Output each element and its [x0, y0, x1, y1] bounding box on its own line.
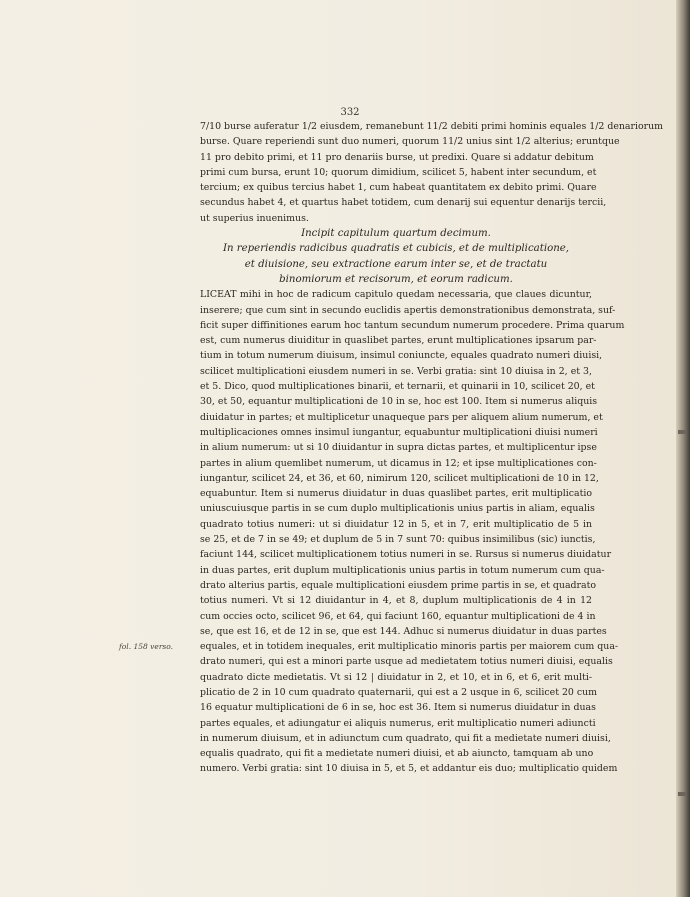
body-line: partes in alium quemlibet numerum, ut dicamus in 12; et ipse multiplicationes con-	[200, 457, 597, 469]
body-line: se, que est 16, et de 12 in se, que est 144. Adhuc si numerus diuidatur in duas partes	[200, 625, 607, 637]
body-line: 16 equatur multiplicationi de 6 in se, hoc est 36. Item si numerus diuidatur in duas	[200, 702, 596, 714]
body-line: et 5. Dico, quod multiplicationes binarii, et ternarii, et quinarii in 10, scilicet 20, et	[200, 381, 595, 393]
body-line: drato numeri, qui est a minori parte usque ad medietatem totius numeri diuisi, equalis	[200, 656, 613, 668]
text-line: ut superius inuenimus.	[200, 212, 309, 224]
body-line: equabuntur. Item si numerus diuidatur in duas quaslibet partes, erit multiplicatio	[200, 488, 592, 500]
body-line: uniuscuiusque partis in se cum duplo multiplicationis unius partis in aliam, equalis	[200, 503, 595, 515]
body-line: in duas partes, erit duplum multiplicationis unius partis in totum numerum cum qua-	[200, 564, 605, 576]
body-line: faciunt 144, scilicet multiplicationem totius numeri in se. Rursus si numerus diuidatur	[200, 549, 612, 561]
chapter-heading: In reperiendis radicibus quadratis et cubicis, et de multiplicatione,	[222, 243, 570, 255]
body-line: numero. Verbi gratia: sint 10 diuisa in 5, et 5, et addantur eis duo; multiplicatio quidem	[200, 763, 618, 775]
body-line: in numerum diuisum, et in adiunctum cum quadrato, qui fit a medietate numeri diuisi,	[200, 732, 611, 744]
margin-note: fol. 158 verso.	[119, 642, 174, 651]
body-line: cum occies octo, scilicet 96, et 64, qui faciunt 160, equantur multiplicationi de 4 in	[200, 610, 596, 622]
edge-mark	[678, 792, 686, 796]
text-line: primi cum bursa, erunt 10; quorum dimidium, scilicet 5, habent inter secundum, et	[200, 166, 597, 178]
text-line: burse. Quare reperiendi sunt duo numeri, quorum 11/2 unius sint 1/2 alterius; eruntque	[200, 136, 620, 148]
body-line: equalis quadrato, qui fit a medietate numeri diuisi, et ab aiuncto, tamquam ab uno	[200, 748, 594, 760]
body-line: LICEAT mihi in hoc de radicum capitulo quedam necessaria, que claues dicuntur,	[200, 289, 592, 301]
body-line: drato alterius partis, equale multiplicationi eiusdem prime partis in se, et quadrato	[200, 579, 597, 591]
edge-mark	[678, 430, 686, 434]
text-line: tercium; ex quibus tercius habet 1, cum habeat quantitatem ex debito primi. Quare	[200, 182, 597, 194]
body-line: totius numeri. Vt si 12 diuidantur in 4, et 8, duplum multiplicationis de 4 in 12	[200, 595, 592, 607]
page-number: 332	[340, 107, 360, 118]
body-line: scilicet multiplicationi eiusdem numeri in se. Verbi gratia: sint 10 diuisa in 2, et 3,	[200, 365, 592, 377]
body-line: 30, et 50, equantur multiplicationi de 10 in se, hoc est 100. Item si numerus aliquis	[200, 396, 598, 408]
body-line: se 25, et de 7 in se 49; et duplum de 5 in 7 sunt 70: quibus insimilibus (sic) iunctis,	[200, 534, 596, 546]
chapter-heading: Incipit capitulum quartum decimum.	[301, 228, 491, 240]
chapter-heading: et diuisione, seu extractione earum inter se, et de tractatu	[244, 258, 548, 270]
body-line: est, cum numerus diuiditur in quaslibet partes, erunt multiplicationes ipsarum par-	[200, 335, 597, 347]
body-line: diuidatur in partes; et multiplicetur unaqueque pars per aliquem alium numerum, et	[200, 411, 603, 423]
text-line: 7/10 burse auferatur 1/2 eiusdem, remanebunt 11/2 debiti primi hominis equales 1/2 denariorum	[200, 121, 664, 132]
page-edge	[676, 0, 690, 897]
body-line: in alium numerum: ut si 10 diuidantur in supra dictas partes, et multiplicentur ipse	[200, 442, 597, 454]
body-line: ficit super diffinitiones earum hoc tantum secundum numerum procedere. Prima quarum	[200, 319, 625, 331]
body-line: inserere; que cum sint in secundo euclidis apertis demonstrationibus demonstrata, suf-	[200, 304, 616, 316]
body-line: plicatio de 2 in 10 cum quadrato quaternarii, qui est a 2 usque in 6, scilicet 20 cum	[200, 686, 598, 698]
body-line: equales, et in totidem inequales, erit multiplicatio minoris partis per maiorem cum qua-	[200, 641, 619, 653]
chapter-heading: binomiorum et recisorum, et eorum radicum.	[279, 273, 513, 285]
text-line: 11 pro debito primi, et 11 pro denariis burse, ut predixi. Quare si addatur debitum	[200, 151, 594, 163]
text-line: secundus habet 4, et quartus habet totidem, cum denarij sui equentur denarijs tercii,	[200, 197, 607, 209]
body-line: partes equales, et adiungatur ei aliquis numerus, erit multiplicatio numeri adiuncti	[200, 717, 596, 729]
body-line: quadrato totius numeri: ut si diuidatur 12 in 5, et in 7, erit multiplicatio de 5 in	[200, 518, 592, 530]
text-block	[200, 119, 664, 777]
body-line: iungantur, scilicet 24, et 36, et 60, nimirum 120, scilicet multiplicationi de 10 in 12,	[200, 472, 599, 484]
body-line: tium in totum numerum diuisum, insimul coniuncte, equales quadrato numeri diuisi,	[200, 350, 603, 362]
body-line: multiplicaciones omnes insimul iungantur, equabuntur multiplicationi diuisi numeri	[200, 426, 598, 438]
body-line: quadrato dicte medietatis. Vt si 12 | diuidatur in 2, et 10, et in 6, et 6, erit multi-	[200, 671, 592, 683]
